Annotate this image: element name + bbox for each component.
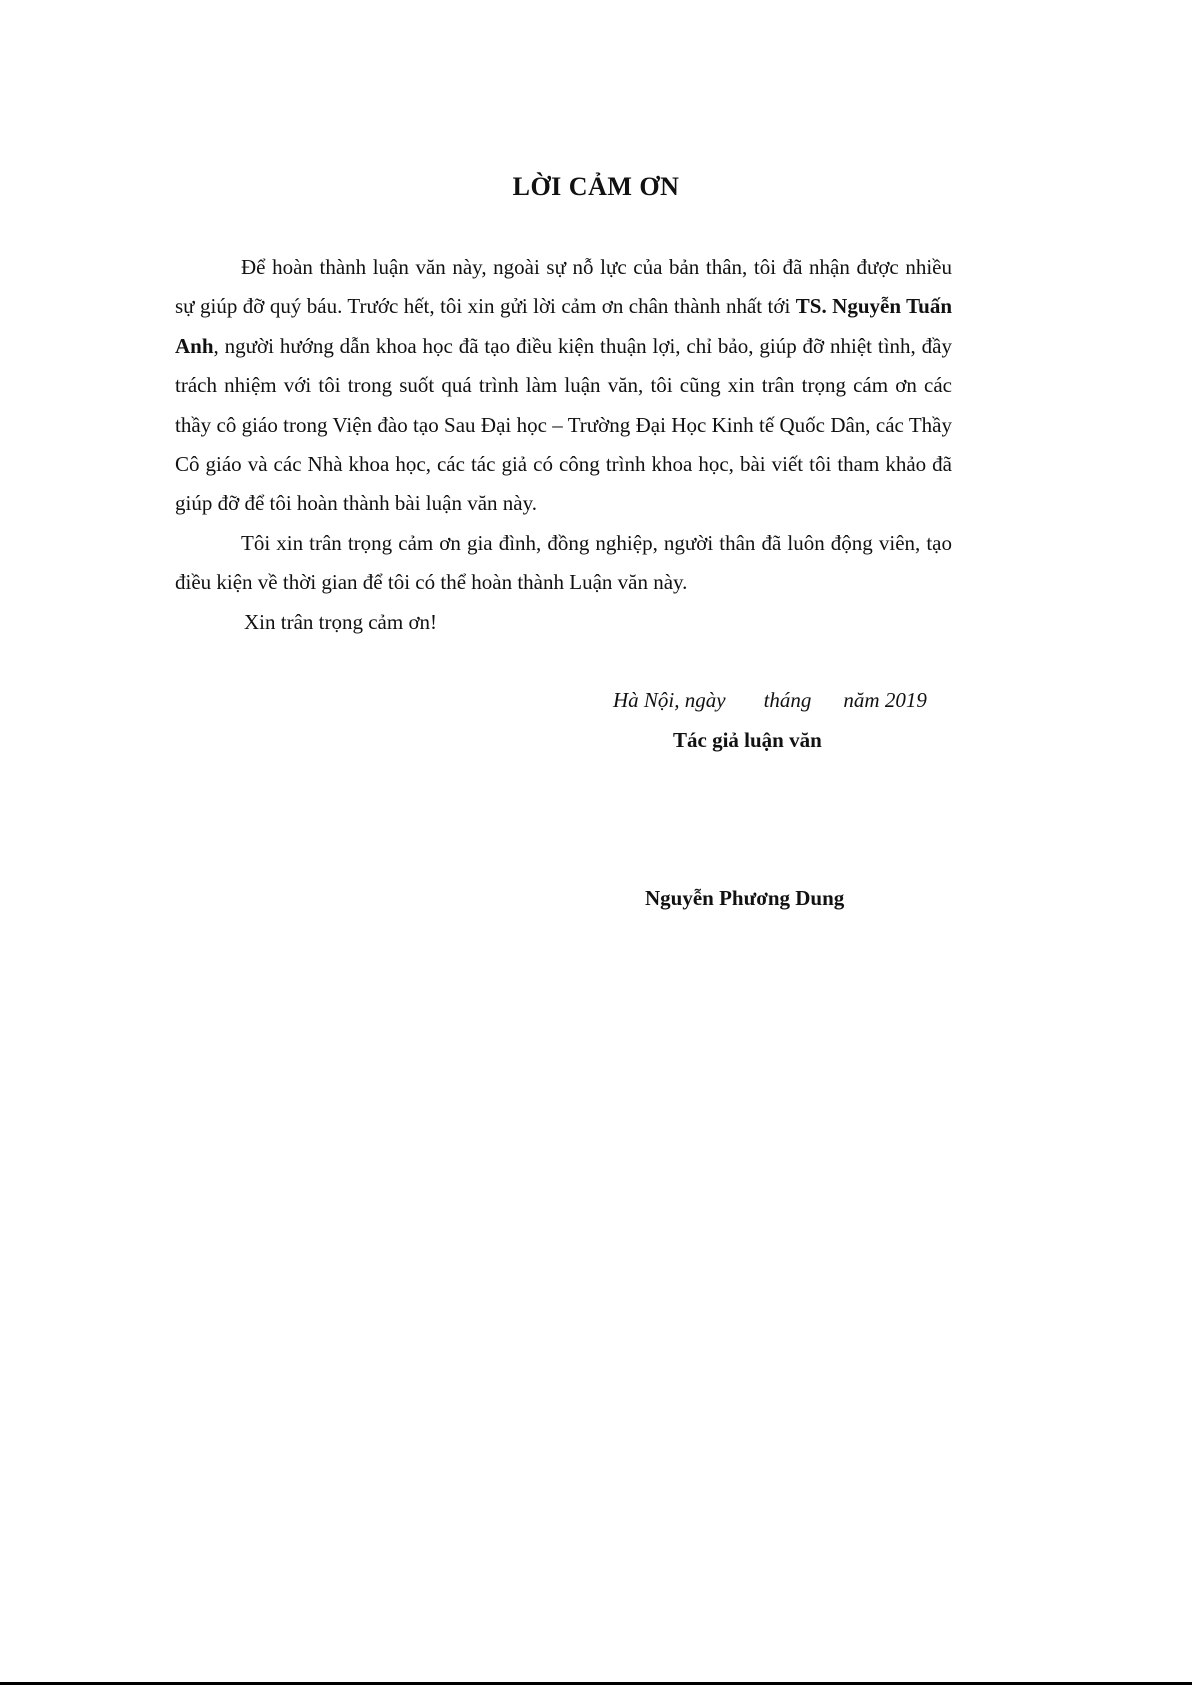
signature-role: Tác giả luận văn bbox=[673, 728, 822, 752]
acknowledgement-body bbox=[175, 248, 952, 642]
signature-date-place: Hà Nội, ngày bbox=[613, 688, 726, 712]
paragraph-1 bbox=[175, 248, 952, 524]
closing-line: Xin trân trọng cảm ơn! bbox=[244, 609, 438, 634]
advisor-name: TS. Nguyễn Tuấn Anh bbox=[175, 294, 953, 358]
paragraph-1-text-before: Để hoàn thành luận văn này, ngoài sự nỗ lực của bản thân, tôi đã nhận được nhiều sự giúp đỡ quý báu. Trước hết, tôi xin gửi lời cảm ơn chân thành nhất tới bbox=[175, 255, 952, 319]
signature-date bbox=[613, 688, 927, 713]
paragraph-1-text-after: , người hướng dẫn khoa học đã tạo điều kiện thuận lợi, chỉ bảo, giúp đỡ nhiệt tình, đầy trách nhiệm với tôi trong suốt quá trình làm luận văn, tôi cũng xin trân trọng cám ơn các thầy cô giáo trong Viện đào tạo Sau Đại học – Trường Đại Học Kinh tế Quốc Dân, các Thầy Cô giáo và các Nhà khoa học, các tác giả có công trình khoa học, bài viết tôi tham khảo đã giúp đỡ để tôi hoàn thành bài luận văn này. bbox=[175, 333, 952, 516]
signature-date-year: năm 2019 bbox=[843, 688, 927, 712]
signature-name: Nguyễn Phương Dung bbox=[645, 886, 845, 910]
signature-date-month: tháng bbox=[763, 688, 812, 712]
page-title: LỜI CẢM ƠN bbox=[512, 172, 680, 201]
paragraph-2: Tôi xin trân trọng cảm ơn gia đình, đồng nghiệp, người thân đã luôn động viên, tạo điều kiện về thời gian để tôi có thể hoàn thành Luận văn này. bbox=[175, 530, 952, 595]
